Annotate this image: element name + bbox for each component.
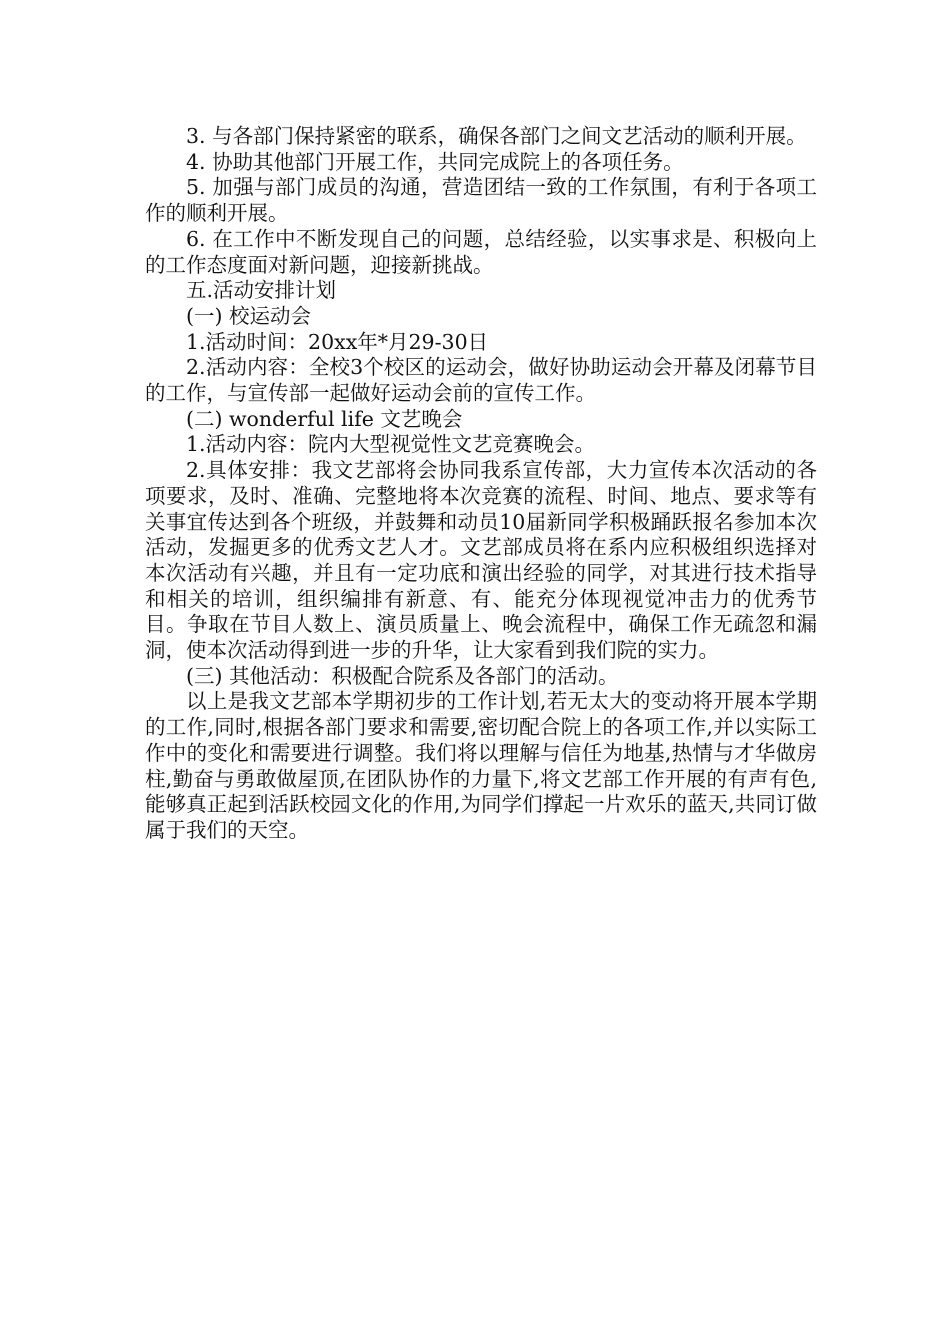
item-4-paragraph: 4. 协助其他部门开展工作，共同完成院上的各项任务。 (186, 149, 684, 174)
subsection-3-heading: (三) 其他活动：积极配合院系及各部门的活动。 (186, 663, 619, 688)
gala-content-paragraph: 1.活动内容：院内大型视觉性文艺竞赛晚会。 (186, 432, 596, 457)
section-5-heading: 五.活动安排计划 (186, 278, 337, 303)
conclusion-paragraph: 以上是我文艺部本学期初步的工作计划,若无太大的变动将开展本学期的工作,同时,根据各部门要求和需要,密切配合院上的各项工作,并以实际工作中的变化和需要进行调整。我们将以理解与信任为地基,热情与才华做房柱,勤奋与勇敢做屋顶,在团队协作的力量下,将文艺部工作开展的有声有色,能够真正起到活跃校园文化的作用,为同学们撑起一片欢乐的蓝天,共同订做属于我们的天空。 (145, 689, 817, 842)
item-3-paragraph: 3. 与各部门保持紧密的联系，确保各部门之间文艺活动的顺利开展。 (186, 124, 807, 148)
gala-arrangement-paragraph: 2.具体安排：我文艺部将会协同我系宣传部，大力宣传本次活动的各项要求，及时、准确、完整地将本次竞赛的流程、时间、地点、要求等有关事宜传达到各个班级，并鼓舞和动员10届新同学积极踊跃报名参加本次活动，发掘更多的优秀文艺人才。文艺部成员将在系内应积极组织选择对本次活动有兴趣，并且有一定功底和演出经验的同学，对其进行技术指导和相关的培训，组织编排有新意、有、能充分体现视觉冲击力的优秀节目。争取在节目人数上、演员质量上、晚会流程中，确保工作无疏忽和漏洞，使本次活动得到进一步的升华，让大家看到我们院的实力。 (145, 458, 817, 663)
sports-time-paragraph: 1.活动时间：20xx年*月29-30日 (186, 329, 489, 354)
subsection-2-heading: (二) wonderful life 文艺晚会 (186, 406, 463, 431)
document-body (145, 124, 817, 844)
sports-content-paragraph: 2.活动内容：全校3个校区的运动会，做好协助运动会开幕及闭幕节目的工作，与宣传部一起做好运动会前的宣传工作。 (145, 355, 817, 406)
subsection-1-heading: (一) 校运动会 (186, 303, 312, 328)
item-6-paragraph: 6. 在工作中不断发现自己的问题，总结经验，以实事求是、积极向上的工作态度面对新问题，迎接新挑战。 (145, 226, 817, 277)
item-5-paragraph: 5. 加强与部门成员的沟通，营造团结一致的工作氛围，有利于各项工作的顺利开展。 (145, 175, 817, 226)
